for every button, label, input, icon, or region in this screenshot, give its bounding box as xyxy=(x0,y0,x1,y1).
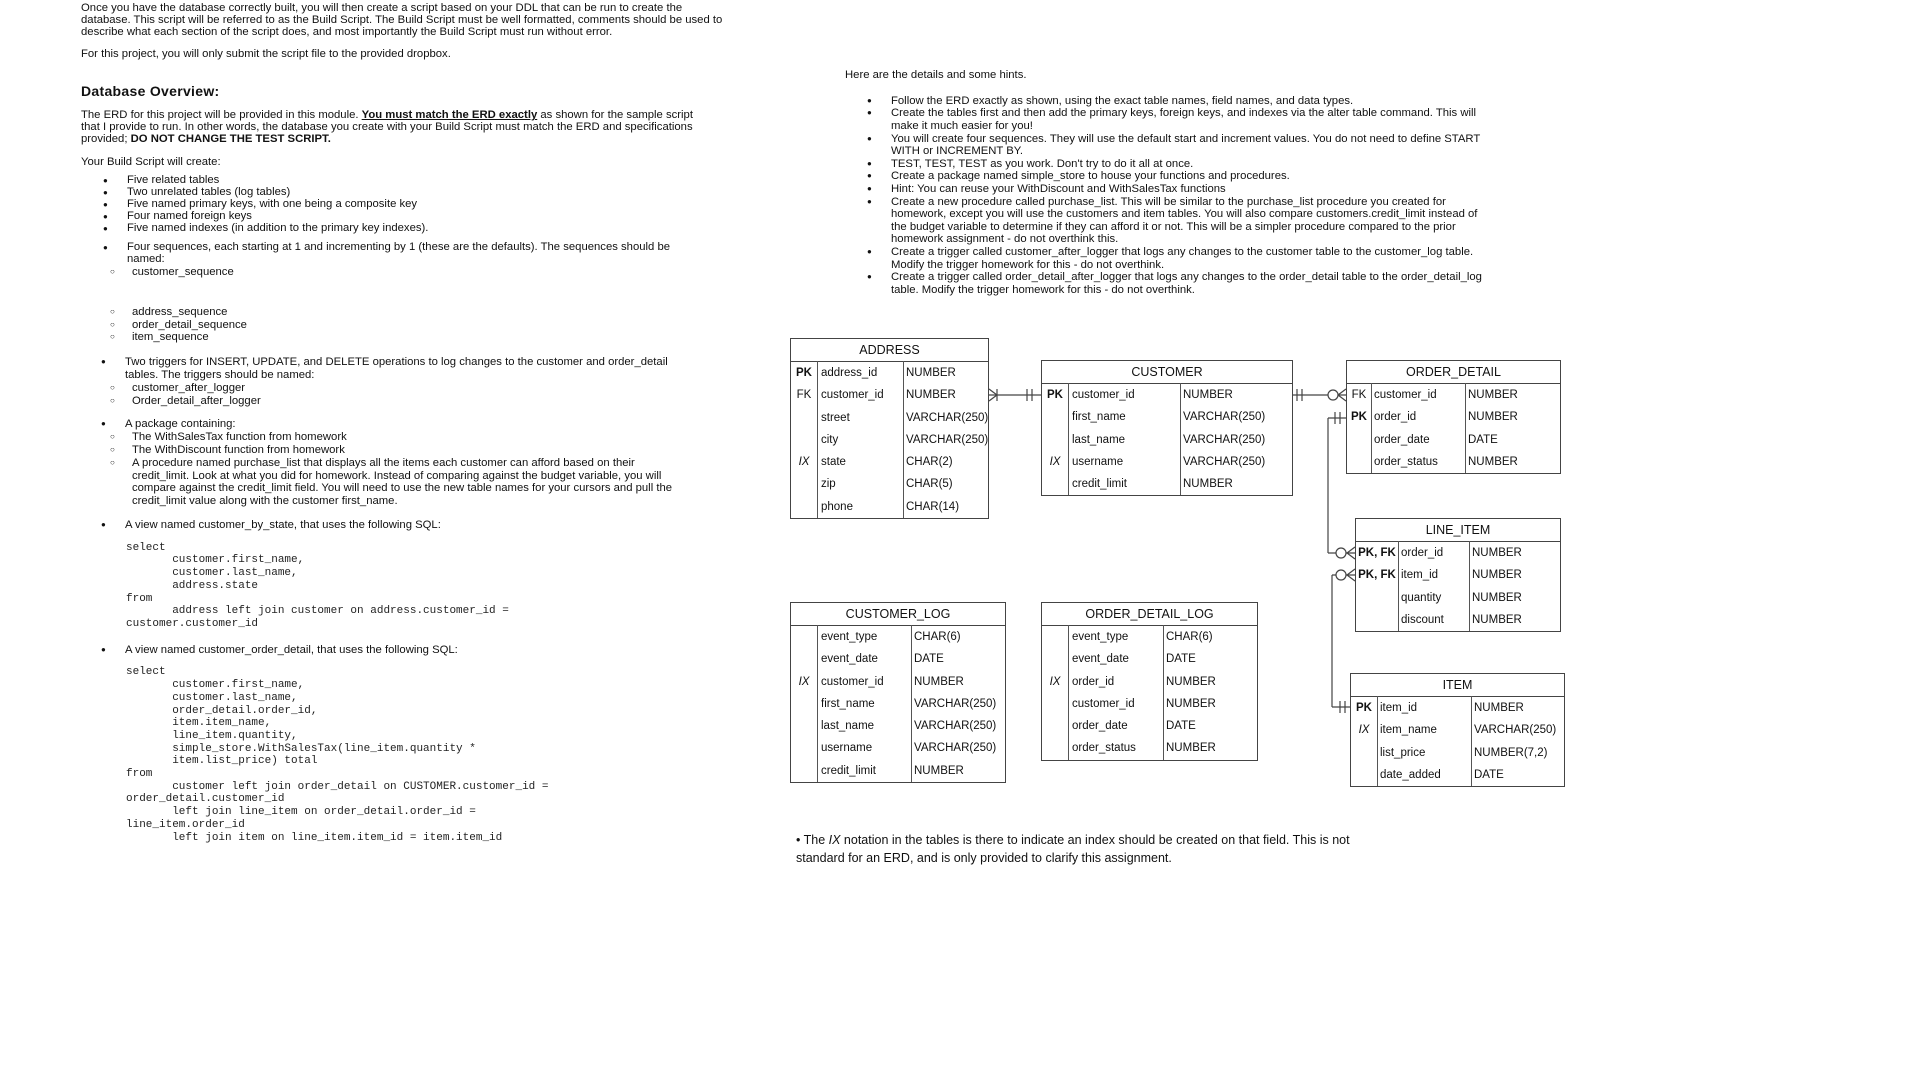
field-name: order_id xyxy=(1072,675,1115,688)
hints-intro: Here are the details and some hints. xyxy=(845,69,1027,81)
field-name: quantity xyxy=(1401,591,1442,604)
overview-text-mid: as shown for the sample script that I provide to run. In other words, the database you create with your Build Script must match the ERD and specifications provided; xyxy=(81,109,693,145)
key-label: IX xyxy=(1049,455,1061,468)
table-row xyxy=(791,626,1005,648)
table-title: CUSTOMER xyxy=(1042,361,1292,384)
key-label: PK xyxy=(1351,411,1367,424)
list-item: ● Five related tables xyxy=(81,175,731,187)
table-row xyxy=(1347,429,1560,451)
table-row xyxy=(1351,742,1564,764)
key-label: IX xyxy=(798,456,810,469)
table-row xyxy=(791,473,988,495)
field-name: order_status xyxy=(1072,742,1136,755)
field-type: VARCHAR(250) xyxy=(906,433,989,446)
field-type: CHAR(2) xyxy=(906,456,953,469)
address-customer-relationship xyxy=(989,389,1041,401)
table-row xyxy=(1356,564,1560,586)
submit-note: For this project, you will only submit the script file to the provided dropbox. xyxy=(81,48,451,61)
table-row xyxy=(791,496,988,518)
field-type: NUMBER xyxy=(1183,389,1233,401)
list-item: ○ A procedure named purchase_list that displays all the items each customer can afford based on their credit_limit. Look at what you did for homework. Instead of comparing against the budget variable, you will compare against the credit_limit field. You will need to use the new table names for your cursors and pull the credit_limit value along with the customer first_name. xyxy=(81,457,681,508)
table-row xyxy=(1356,542,1560,564)
address-table xyxy=(790,338,989,519)
table-title: CUSTOMER_LOG xyxy=(791,603,1005,626)
field-name: customer_id xyxy=(821,675,884,688)
field-type: CHAR(14) xyxy=(906,500,960,513)
field-type: VARCHAR(250) xyxy=(914,742,997,755)
field-name: order_id xyxy=(1401,547,1444,559)
list-item: ● A view named customer_by_state, that uses the following SQL: xyxy=(81,519,701,532)
table-row xyxy=(1356,587,1560,609)
table-row xyxy=(1347,384,1560,406)
field-name: item_id xyxy=(1401,569,1439,582)
list-item: ● Create a trigger called order_detail_after_logger that logs any changes to the order_detail table to the order_detail_log table. Modify the trigger homework for this - do not overthink. xyxy=(845,271,1495,296)
key-label: PK, FK xyxy=(1358,547,1396,559)
key-label: FK xyxy=(1351,389,1367,401)
field-name: city xyxy=(821,433,839,446)
field-type: NUMBER(7,2) xyxy=(1474,746,1548,759)
order-detail-log-table xyxy=(1041,602,1258,761)
table-row xyxy=(1356,609,1560,631)
view1-sql: select customer.first_name, customer.last_name, address.state from address left join customer on address.customer_id = customer.customer_id xyxy=(126,541,509,630)
table-row xyxy=(791,451,988,473)
list-item: ● Five named primary keys, with one being a composite key xyxy=(81,199,731,211)
field-name: last_name xyxy=(1072,433,1126,446)
match-erd-emphasis: You must match the ERD exactly xyxy=(361,109,538,122)
field-name: order_date xyxy=(1374,433,1430,446)
table-row xyxy=(791,693,1005,715)
list-item: ● Four named foreign keys xyxy=(81,211,731,223)
field-name: order_id xyxy=(1374,411,1417,424)
key-label: IX xyxy=(1049,675,1061,688)
table-title: ADDRESS xyxy=(791,339,988,362)
list-item: ● Hint: You can reuse your WithDiscount and WithSalesTax functions xyxy=(845,183,1495,196)
list-item: ● A view named customer_order_detail, that uses the following SQL: xyxy=(81,644,731,657)
field-type: NUMBER xyxy=(1166,742,1216,755)
table-row xyxy=(1042,406,1292,428)
note-pre: • The xyxy=(796,833,829,847)
field-type: DATE xyxy=(1166,653,1196,666)
key-label: PK xyxy=(1356,702,1372,714)
customer-table xyxy=(1041,360,1293,496)
table-row xyxy=(791,384,988,406)
line-item-table xyxy=(1355,518,1561,632)
table-row xyxy=(1042,737,1257,759)
field-type: NUMBER xyxy=(1468,455,1518,468)
list-item: ○ The WithSalesTax function from homework xyxy=(81,431,681,444)
field-name: order_status xyxy=(1374,455,1438,468)
table-row xyxy=(791,715,1005,737)
field-name: username xyxy=(1072,455,1124,468)
table-row xyxy=(791,671,1005,693)
table-row xyxy=(1042,671,1257,693)
list-item: ● Create a package named simple_store to house your functions and procedures. xyxy=(845,170,1495,183)
key-label: PK xyxy=(1047,389,1063,401)
table-row xyxy=(791,429,988,451)
field-name: customer_id xyxy=(1072,389,1135,401)
package-text: A package containing: xyxy=(125,418,236,431)
list-item: ○ item_sequence xyxy=(81,331,731,344)
list-item: ○ customer_after_logger xyxy=(81,382,701,395)
field-type: NUMBER xyxy=(906,389,956,402)
field-name: first_name xyxy=(1072,411,1126,424)
field-type: NUMBER xyxy=(1183,478,1233,491)
do-not-change-emphasis: DO NOT CHANGE THE TEST SCRIPT. xyxy=(130,132,331,145)
field-type: NUMBER xyxy=(1468,389,1518,401)
ix-notation-note xyxy=(796,832,1356,867)
field-name: event_type xyxy=(1072,631,1129,643)
overview-heading: Database Overview: xyxy=(81,83,220,100)
field-name: date_added xyxy=(1380,768,1441,781)
create-intro: Your Build Script will create: xyxy=(81,155,221,168)
field-name: item_name xyxy=(1380,724,1437,737)
table-title: LINE_ITEM xyxy=(1356,519,1560,542)
table-row xyxy=(1042,384,1292,406)
list-item: ○ address_sequence xyxy=(81,306,731,319)
field-type: DATE xyxy=(914,653,944,666)
table-row xyxy=(1347,406,1560,428)
table-row xyxy=(791,362,988,384)
list-item: ● Create the tables first and then add the primary keys, foreign keys, and indexes via the alter table command. This will make it much easier for you! xyxy=(845,107,1495,132)
note-ix: IX xyxy=(828,833,841,847)
field-name: street xyxy=(821,411,850,424)
table-row xyxy=(1042,715,1257,737)
table-row xyxy=(791,760,1005,782)
list-item: ○ The WithDiscount function from homework xyxy=(81,444,681,457)
field-name: credit_limit xyxy=(1072,478,1127,491)
table-row xyxy=(1351,719,1564,741)
table-row xyxy=(791,648,1005,670)
overview-text-start: The ERD for this project will be provided in this module. xyxy=(81,109,359,122)
field-type: NUMBER xyxy=(1472,547,1522,559)
table-row xyxy=(1042,693,1257,715)
customer-log-table xyxy=(790,602,1006,783)
table-row xyxy=(1351,764,1564,786)
field-name: customer_id xyxy=(1072,697,1135,710)
table-row xyxy=(1351,697,1564,719)
table-row xyxy=(1347,451,1560,473)
key-label: PK, FK xyxy=(1358,569,1396,582)
field-type: DATE xyxy=(1166,720,1196,733)
field-type: DATE xyxy=(1468,433,1498,446)
table-row xyxy=(1042,648,1257,670)
table-title: ITEM xyxy=(1351,674,1564,697)
field-type: NUMBER xyxy=(1472,613,1522,626)
field-name: zip xyxy=(821,478,836,491)
list-item: ● Five named indexes (in addition to the primary key indexes). xyxy=(81,223,731,235)
field-name: customer_id xyxy=(1374,389,1437,401)
field-name: discount xyxy=(1401,613,1444,626)
customer-order-relationship xyxy=(1292,389,1346,401)
field-name: event_type xyxy=(821,631,878,643)
field-name: first_name xyxy=(821,697,875,710)
field-type: VARCHAR(250) xyxy=(1183,433,1266,446)
field-name: item_id xyxy=(1380,702,1418,714)
key-label: IX xyxy=(798,675,810,688)
field-name: last_name xyxy=(821,720,875,733)
field-type: VARCHAR(250) xyxy=(1474,724,1557,737)
field-name: event_date xyxy=(1072,653,1129,666)
table-row xyxy=(1042,473,1292,495)
field-type: CHAR(5) xyxy=(906,478,953,491)
list-item: ● Create a trigger called customer_after_logger that logs any changes to the customer table to the customer_log table. Modify the trigger homework for this - do not overthink. xyxy=(845,246,1495,271)
field-type: CHAR(6) xyxy=(1166,631,1213,643)
table-title: ORDER_DETAIL_LOG xyxy=(1042,603,1257,626)
field-type: NUMBER xyxy=(906,367,956,379)
field-name: state xyxy=(821,456,846,469)
list-item: ● TEST, TEST, TEST as you work. Don't try to do it all at once. xyxy=(845,158,1495,171)
field-type: VARCHAR(250) xyxy=(914,697,997,710)
field-type: VARCHAR(250) xyxy=(906,411,989,424)
table-row xyxy=(791,737,1005,759)
field-type: DATE xyxy=(1474,768,1504,781)
note-post: notation in the tables is there to indicate an index should be created on that field. This is not standard for an ERD, and is only provided to clarify this assignment. xyxy=(796,833,1350,865)
trigger-text: Two triggers for INSERT, UPDATE, and DELETE operations to log changes to the customer and order_detail tables. The triggers should be named: xyxy=(125,356,668,381)
field-name: phone xyxy=(821,500,853,513)
list-item: ● You will create four sequences. They will use the default start and increment values. You do not need to define START WITH or INCREMENT BY. xyxy=(845,133,1495,158)
list-item: ○ order_detail_sequence xyxy=(81,319,731,332)
field-type: VARCHAR(250) xyxy=(914,720,997,733)
field-name: list_price xyxy=(1380,746,1426,759)
table-row xyxy=(791,407,988,429)
field-type: NUMBER xyxy=(1474,702,1524,714)
field-type: NUMBER xyxy=(914,764,964,777)
table-row xyxy=(1042,451,1292,473)
field-type: NUMBER xyxy=(1468,411,1518,424)
table-row xyxy=(1042,626,1257,648)
field-name: address_id xyxy=(821,367,878,379)
list-item: ○ customer_sequence xyxy=(81,266,691,279)
field-type: CHAR(6) xyxy=(914,631,961,643)
field-name: order_date xyxy=(1072,720,1128,733)
field-type: VARCHAR(250) xyxy=(1183,455,1266,468)
field-name: username xyxy=(821,742,873,755)
item-table xyxy=(1350,673,1565,787)
field-type: NUMBER xyxy=(1472,591,1522,604)
field-type: NUMBER xyxy=(1166,675,1216,688)
table-title: ORDER_DETAIL xyxy=(1347,361,1560,384)
order-detail-table xyxy=(1346,360,1561,474)
field-name: customer_id xyxy=(821,389,884,402)
table-row xyxy=(1042,429,1292,451)
field-type: NUMBER xyxy=(1166,697,1216,710)
key-label: FK xyxy=(796,389,812,402)
key-label: PK xyxy=(796,367,812,379)
list-item: ● Two unrelated tables (log tables) xyxy=(81,187,731,199)
view2-sql: select customer.first_name, customer.last_name, order_detail.order_id, item.item_name, line_item.quantity, simple_store.WithSalesTax(line_item.quantity * item.list_price) total from customer left join order_detail on CUSTOMER.customer_id = order_detail.customer_id left join line_item on order_detail.order_id = line_item.order_id left join item on line_item.item_id = item.item_id xyxy=(126,666,549,844)
field-name: credit_limit xyxy=(821,764,876,777)
list-item: ○ Order_detail_after_logger xyxy=(81,395,701,408)
field-type: NUMBER xyxy=(1472,569,1522,582)
list-item: ● Create a new procedure called purchase_list. This will be similar to the purchase_list procedure you created for homework, except you will use the customers and item tables. You will also compare customers.credit_limit instead of the budget variable to determine if they can afford it or not. This will be a simpler procedure compared to the prior homework assignment - do not overthink this. xyxy=(845,196,1495,246)
intro-paragraph: Once you have the database correctly built, you will then create a script based on your DDL that can be run to create the database. This script will be referred to as the Build Script. The Build Script must be well formatted, comments should be used to describe what each section of the script does, and most importantly the Build Script must run without error. xyxy=(81,2,723,38)
field-type: NUMBER xyxy=(914,675,964,688)
field-type: VARCHAR(250) xyxy=(1183,411,1266,424)
field-name: event_date xyxy=(821,653,878,666)
key-label: IX xyxy=(1358,724,1370,737)
sequence-text: Four sequences, each starting at 1 and incrementing by 1 (these are the defaults). The sequences should be named: xyxy=(127,241,671,266)
list-item: ● Follow the ERD exactly as shown, using the exact table names, field names, and data types. xyxy=(845,95,1495,108)
